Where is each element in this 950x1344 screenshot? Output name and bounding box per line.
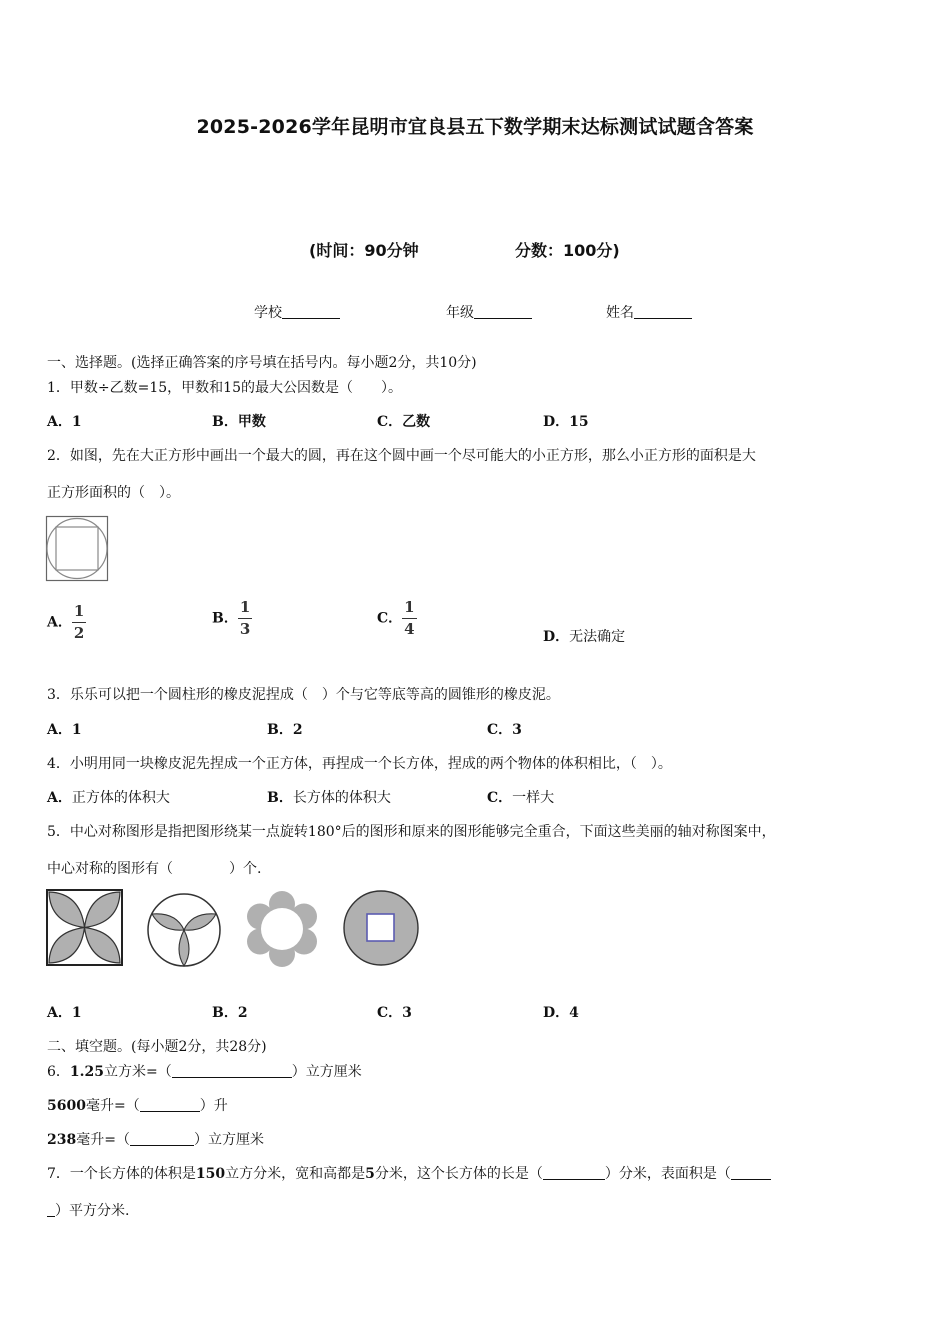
q3-option-c[interactable]: C．3 [487, 722, 522, 738]
q7-line1: 7．一个长方体的体积是150立方分米，宽和高都是5分米，这个长方体的长是（ ）分米，表面积是（ [47, 1163, 771, 1183]
q1-option-d[interactable]: D．15 [543, 414, 589, 430]
grade-blank[interactable] [474, 304, 532, 319]
q4-option-a[interactable] [47, 787, 170, 807]
q6-blank-2[interactable] [140, 1097, 200, 1112]
q5-option-c[interactable]: C．3 [377, 1005, 412, 1021]
q4-option-c-label: C． [487, 790, 513, 806]
q2-option-b-label: B． [212, 610, 238, 627]
name-field [606, 302, 692, 322]
q3-option-b[interactable]: B．2 [267, 722, 303, 738]
q4-option-c[interactable] [487, 787, 554, 807]
q7-blank-area[interactable] [731, 1165, 771, 1180]
q2-option-d-text: 无法确定 [569, 629, 626, 645]
section2-heading: 二、填空题。(每小题2分，共28分) [47, 1039, 267, 1055]
q6-line2: 5600毫升=（ ）升 [47, 1098, 228, 1114]
q7-blank-length[interactable] [543, 1165, 605, 1180]
q6-line1: 6．1.25立方米=（ ）立方厘米 [47, 1064, 362, 1080]
name-label: 姓名 [606, 305, 634, 321]
q4-option-b[interactable] [267, 787, 391, 807]
q3-option-a[interactable]: A．1 [47, 722, 82, 738]
q4-option-b-text: 长方体的体积大 [292, 790, 391, 806]
q4-text: 4．小明用同一块橡皮泥先捏成一个正方体，再捏成一个长方体，捏成的两个物体的体积相比，（ ）。 [47, 756, 672, 772]
q5-option-a[interactable]: A．1 [47, 1005, 82, 1021]
page-title: 2025-2026学年昆明市宜良县五下数学期末达标测试试题含答案 [196, 116, 754, 138]
petal-square-figure [46, 889, 123, 966]
q1-option-c[interactable]: C．乙数 [377, 414, 431, 430]
q6-blank-1[interactable] [172, 1063, 292, 1078]
q4-option-a-label: A． [47, 790, 72, 806]
fraction-one-third: $\frac{1}{3}$ [239, 598, 251, 638]
q6-line3: 238毫升=（ ）立方厘米 [47, 1132, 264, 1148]
fraction-one-half: $\frac{1}{2}$ [73, 602, 85, 642]
school-blank[interactable] [282, 304, 340, 319]
q2-option-a[interactable] [47, 604, 86, 641]
school-field [254, 302, 340, 322]
name-blank[interactable] [634, 304, 692, 319]
q2-text-line1: 2．如图，先在大正方形中画出一个最大的圆，再在这个圆中画一个尽可能大的小正方形，那么小正方形的面积是大 [47, 448, 756, 464]
grade-field [446, 302, 532, 322]
q6-blank-3[interactable] [130, 1131, 194, 1146]
grade-label: 年级 [446, 305, 474, 321]
q7-line2: ）平方分米. [47, 1200, 129, 1220]
q2-option-d-label: D． [543, 629, 570, 645]
q5-text-line1: 5．中心对称图形是指把图形绕某一点旋转180°后的图形和原来的图形能够完全重合，下面这些美丽的轴对称图案中， [47, 824, 776, 840]
exam-time: (时间：90分钟 [309, 241, 419, 260]
q5-option-d[interactable]: D．4 [543, 1005, 579, 1021]
square-circle-figure [46, 516, 108, 581]
school-label: 学校 [254, 305, 282, 321]
q4-option-b-label: B． [267, 790, 293, 806]
q3-text: 3．乐乐可以把一个圆柱形的橡皮泥捏成（ ）个与它等底等高的圆锥形的橡皮泥。 [47, 687, 560, 703]
q2-option-c-label: C． [377, 610, 403, 627]
q7-blank-area-cont[interactable] [47, 1202, 55, 1217]
q4-option-c-text: 一样大 [512, 790, 555, 806]
q5-option-b[interactable]: B．2 [212, 1005, 248, 1021]
section1-heading: 一、选择题。(选择正确答案的序号填在括号内。每小题2分，共10分) [47, 355, 477, 371]
q2-option-d[interactable] [543, 626, 625, 646]
exam-score: 分数：100分) [515, 241, 620, 260]
q1-text: 1．甲数÷乙数=15，甲数和15的最大公因数是（ ）。 [47, 380, 402, 396]
q2-option-b[interactable] [212, 600, 252, 637]
three-petal-circle-figure [146, 892, 222, 968]
q2-text-line2: 正方形面积的（ ）。 [47, 485, 180, 501]
q1-option-b[interactable]: B．甲数 [212, 414, 266, 430]
q5-text-line2: 中心对称的图形有（ ）个. [47, 861, 262, 877]
fraction-one-quarter: $\frac{1}{4}$ [404, 598, 415, 638]
q2-option-c[interactable] [377, 600, 417, 637]
q4-option-a-text: 正方体的体积大 [71, 790, 170, 806]
q2-option-a-label: A． [47, 614, 72, 631]
q1-option-a[interactable]: A．1 [47, 414, 82, 430]
flower-figure [243, 890, 321, 968]
coin-figure [343, 890, 419, 966]
